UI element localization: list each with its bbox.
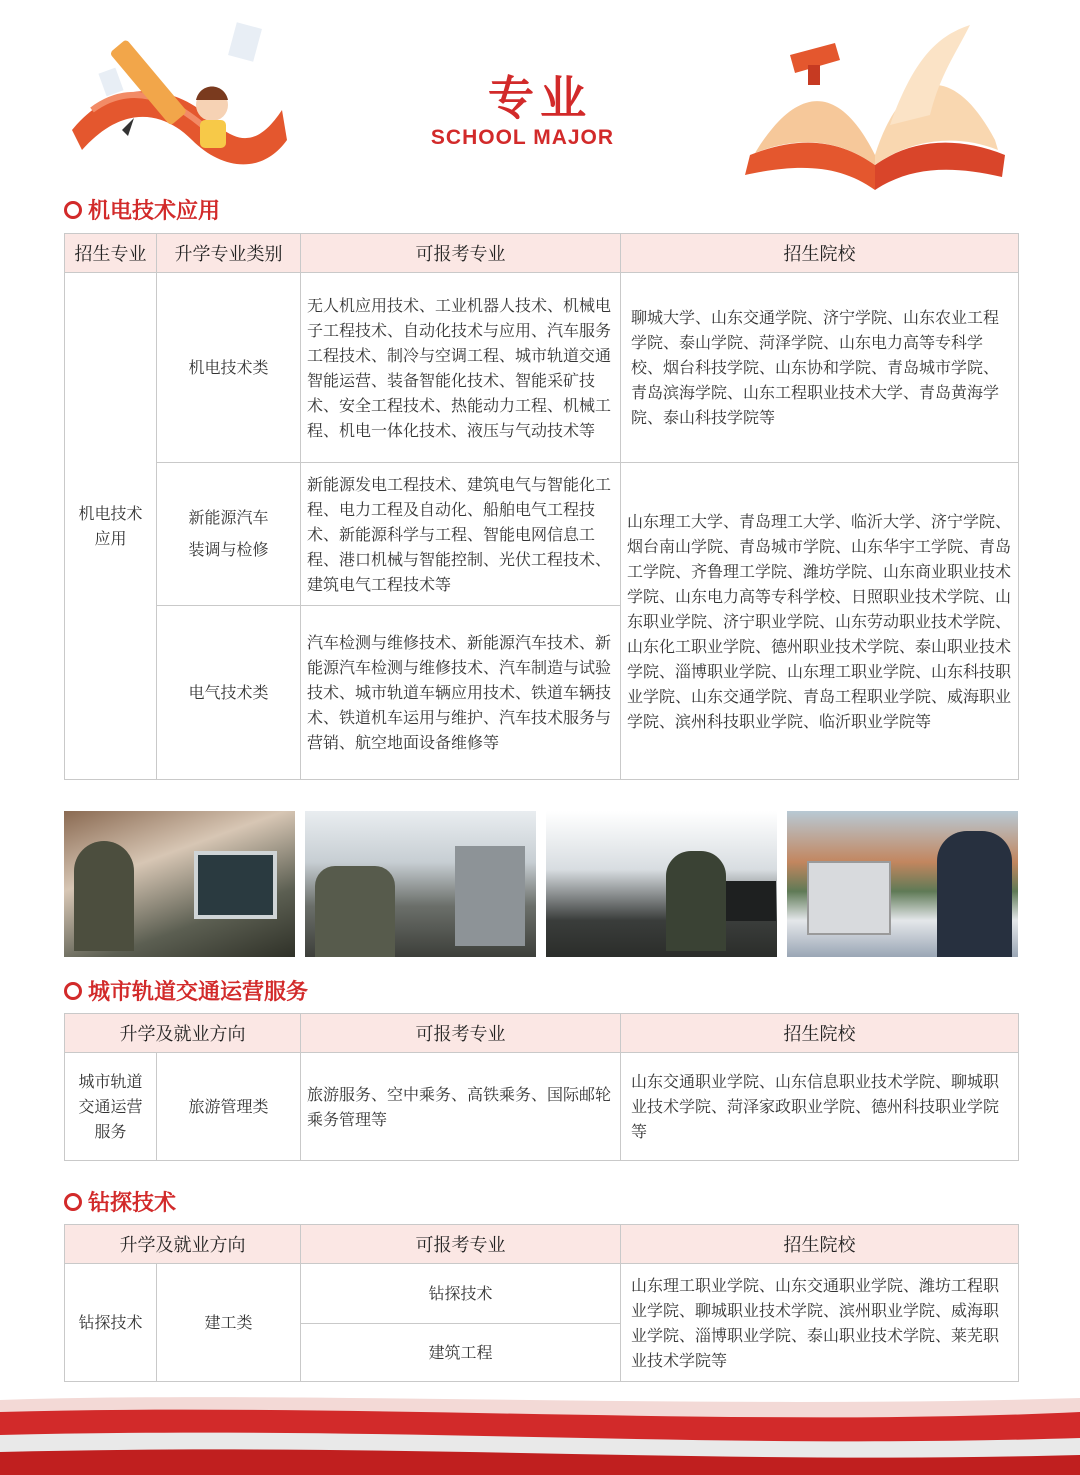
category-cell: 旅游管理类 [157,1053,301,1161]
lab-photo [305,811,536,957]
bottom-wave-decoration [0,1380,1080,1475]
schools-cell: 山东理工职业学院、山东交通职业学院、潍坊工程职业学院、聊城职业技术学院、滨州职业学院、威海职业学院、淄博职业学院、泰山职业技术学院、莱芜职业技术学院等 [621,1264,1019,1382]
section-title-drilling [64,1186,176,1217]
column-header: 可报考专业 [301,1014,621,1053]
column-header: 升学及就业方向 [65,1014,301,1053]
category-cell: 电气技术类 [157,606,301,780]
photo-strip [64,811,1018,957]
majors-cell: 建筑工程 [301,1324,621,1382]
schools-cell: 聊城大学、山东交通学院、济宁学院、山东农业工程学院、泰山学院、菏泽学院、山东电力高等专科学校、烟台科技学院、山东协和学院、青岛城市学院、青岛滨海学院、山东工程职业技术大学、青岛黄海学院、泰山科技学院等 [621,273,1019,463]
lab-photo [64,811,295,957]
section-title-text: 钻探技术 [88,1191,177,1216]
circle-bullet-icon [64,1193,82,1211]
open-book-illustration-icon [740,15,1010,205]
rail-table [64,1013,1019,1161]
column-header: 招生专业 [65,234,157,273]
mechatronics-table [64,233,1019,780]
majors-cell: 汽车检测与维修技术、新能源汽车技术、新能源汽车检测与维修技术、汽车制造与试验技术、城市轨道车辆应用技术、铁道车辆技术、铁道机车运用与维护、汽车技术服务与营销、航空地面设备维修等 [301,606,621,780]
direction-cell: 城市轨道交通运营服务 [65,1053,157,1161]
section-title-mechatronics [64,194,220,225]
major-cell: 机电技术应用 [65,273,157,780]
category-cell: 新能源汽车装调与检修 [157,463,301,606]
column-header: 招生院校 [621,234,1019,273]
lab-photo [787,811,1018,957]
majors-cell: 钻探技术 [301,1264,621,1324]
category-cell: 建工类 [157,1264,301,1382]
direction-cell: 钻探技术 [65,1264,157,1382]
category-cell: 机电技术类 [157,273,301,463]
majors-cell: 无人机应用技术、工业机器人技术、机械电子工程技术、自动化技术与应用、汽车服务工程技术、制冷与空调工程、城市轨道交通智能运营、装备智能化技术、智能采矿技术、安全工程技术、热能动力工程、机械工程、机电一体化技术、液压与气动技术等 [301,273,621,463]
column-header: 招生院校 [621,1014,1019,1053]
page-header [0,0,1080,190]
lab-photo [546,811,777,957]
page-subtitle: SCHOOL MAJOR [430,126,615,149]
column-header: 招生院校 [621,1225,1019,1264]
section-title-text: 机电技术应用 [88,199,221,224]
schools-cell: 山东理工大学、青岛理工大学、临沂大学、济宁学院、烟台南山学院、青岛城市学院、山东华宇工学院、青岛工学院、齐鲁理工学院、潍坊学院、山东商业职业技术学院、山东电力高等专科学校、日照职业技术学院、山东职业学院、济宁职业学院、山东劳动职业技术学院、山东化工职业学院、德州职业技术学院、泰山职业技术学院、淄博职业学院、山东理工职业学院、山东科技职业学院、山东交通学院、青岛工程职业学院、威海职业学院、滨州科技职业学院、临沂职业学院等 [621,463,1019,780]
column-header: 升学专业类别 [157,234,301,273]
drilling-table [64,1224,1019,1382]
column-header: 可报考专业 [301,1225,621,1264]
majors-cell: 新能源发电工程技术、建筑电气与智能化工程、电力工程及自动化、船舶电气工程技术、新能源科学与工程、智能电网信息工程、港口机械与智能控制、光伏工程技术、建筑电气工程技术等 [301,463,621,606]
section-title-text: 城市轨道交通运营服务 [88,980,309,1005]
schools-cell: 山东交通职业学院、山东信息职业技术学院、聊城职业技术学院、菏泽家政职业学院、德州科技职业学院等 [621,1053,1019,1161]
section-title-rail [64,975,308,1006]
circle-bullet-icon [64,201,82,219]
page-title: 专业 [488,71,592,125]
column-header: 升学及就业方向 [65,1225,301,1264]
majors-cell: 旅游服务、空中乘务、高铁乘务、国际邮轮乘务管理等 [301,1053,621,1161]
column-header: 可报考专业 [301,234,621,273]
circle-bullet-icon [64,982,82,1000]
